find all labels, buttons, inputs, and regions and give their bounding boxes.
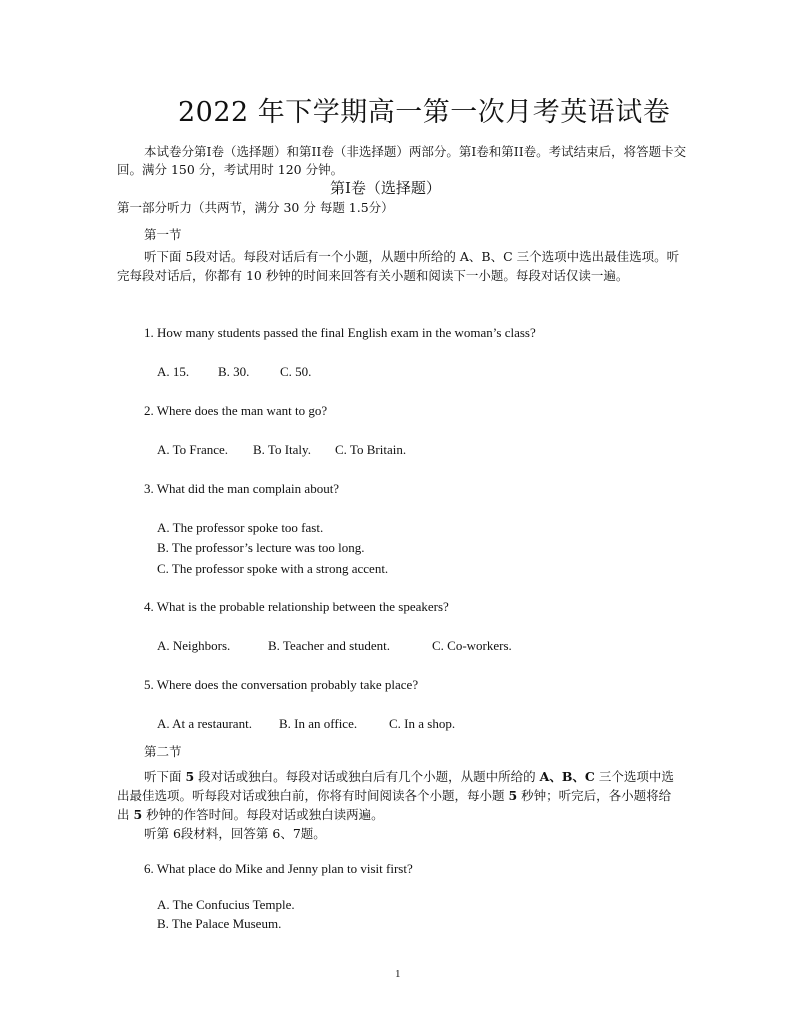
- question-5-option-c: C. In a shop.: [389, 716, 456, 731]
- section2-instr-mid1: 段对话或独白。每段对话或独白后有几个小题，从题中所给的: [194, 769, 540, 784]
- question-6-stem: 6. What place do Mike and Jenny plan to visit first?: [144, 861, 413, 876]
- section1-instructions: 听下面 5段对话。每段对话后有一个小题，从题中所给的 A、B、C 三个选项中选出最佳选项。听完每段对话后，你都有 10 秒钟的时间来回答有关小题和阅读下一小题。每段对话仅读一遍。: [117, 249, 680, 283]
- question-3-option-b: B. The professor’s lecture was too long.: [157, 540, 365, 555]
- section2-heading: 第二节: [144, 744, 182, 759]
- question-4-option-a: A. Neighbors.: [157, 638, 231, 653]
- question-1-option-a: A. 15.: [157, 364, 190, 379]
- question-5-stem: 5. Where does the conversation probably take place?: [144, 677, 419, 692]
- question-4-option-c: C. Co-workers.: [432, 638, 512, 653]
- question-2-option-c: C. To Britain.: [335, 442, 407, 457]
- question-5-option-a: A. At a restaurant.: [157, 716, 252, 731]
- section2-instr-count-b: 5: [508, 788, 518, 803]
- question-1-option-c: C. 50.: [280, 364, 312, 379]
- section2-instr-count-a: 5: [185, 769, 195, 784]
- section2-instr-pre: 听下面: [144, 769, 186, 784]
- page-number: 1: [395, 968, 401, 980]
- question-1-stem: 1. How many students passed the final English exam in the woman’s class?: [144, 325, 536, 340]
- question-3-option-a: A. The professor spoke too fast.: [157, 520, 324, 535]
- section2-instr-count-c: 5: [133, 807, 143, 822]
- section1-heading: 第一节: [144, 227, 182, 242]
- question-6-option-a: A. The Confucius Temple.: [157, 897, 295, 912]
- question-6-option-b: B. The Palace Museum.: [157, 916, 282, 931]
- section2-instr-mid3: 秒钟；听完后，各小题将给出: [117, 788, 672, 822]
- question-2-option-a: A. To France.: [157, 442, 229, 457]
- question-5-option-b: B. In an office.: [279, 716, 358, 731]
- question-1-option-b: B. 30.: [218, 364, 250, 379]
- section2-instructions: [117, 767, 682, 824]
- question-2-stem: 2. Where does the man want to go?: [144, 403, 328, 418]
- volume1-heading: 第I卷（选择题）: [330, 179, 441, 197]
- question-4-option-b: B. Teacher and student.: [268, 638, 390, 653]
- section2-instr-abc: A、B、C: [539, 769, 595, 784]
- question-4-stem: 4. What is the probable relationship between the speakers?: [144, 599, 449, 614]
- intro-paragraph: 本试卷分第I卷（选择题）和第II卷（非选择题）两部分。第I卷和第II卷。考试结束后，将答题卡交回。满分 150 分，考试用时 120 分钟。: [117, 144, 687, 177]
- exam-title: 2022 年下学期高一第一次月考英语试卷: [178, 97, 671, 128]
- material-note: 听第 6段材料，回答第 6、7题。: [144, 826, 326, 841]
- part1-heading: 第一部分听力（共两节，满分 30 分 每题 1.5分）: [117, 200, 394, 215]
- section2-instr-mid2: 三个选项中选出最佳选项。听每段对话或独白前，你将有时间阅读各个小题，每小题: [117, 769, 674, 803]
- section2-instr-end: 秒钟的作答时间。每段对话或独白读两遍。: [142, 807, 384, 822]
- question-2-option-b: B. To Italy.: [253, 442, 311, 457]
- question-3-stem: 3. What did the man complain about?: [144, 481, 340, 496]
- question-3-option-c: C. The professor spoke with a strong accent.: [157, 561, 389, 576]
